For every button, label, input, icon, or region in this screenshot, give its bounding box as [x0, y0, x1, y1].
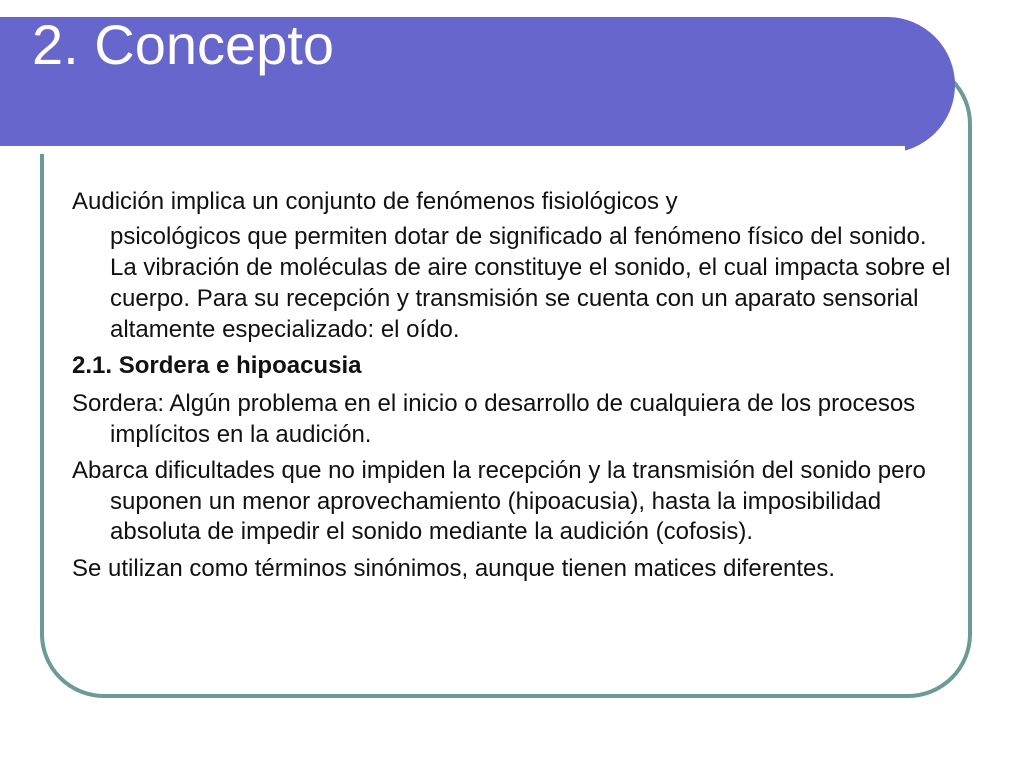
intro-first-line: Audición implica un conjunto de fenómenos fisiológicos y [72, 188, 678, 215]
slide-body [72, 186, 952, 590]
sinonimos-paragraph: Se utilizan como términos sinónimos, aunque tienen matices diferentes. [72, 554, 836, 582]
title-underline [0, 146, 905, 154]
intro-rest: psicológicos que permiten dotar de significado al fenómeno físico del sonido. La vibración de moléculas de aire constituye el sonido, el cual impacta sobre el cuerpo. Para su recepción y transmisión se cuenta con un aparato sensorial altamente especializado: el oído. [110, 223, 951, 343]
abarca-paragraph: Abarca dificultades que no impiden la recepción y la transmisión del sonido pero suponen un menor aprovechamiento (hipoacusia), hasta la imposibilidad absoluta de impedir el sonido mediante la audición (cofosis). [72, 457, 926, 545]
intro-paragraph [72, 186, 952, 345]
section-subheading: 2.1. Sordera e hipoacusia [72, 352, 362, 379]
slide-title: 2. Concepto [32, 13, 334, 76]
sordera-paragraph: Sordera: Algún problema en el inicio o desarrollo de cualquiera de los procesos implícitos en la audición. [72, 390, 916, 448]
